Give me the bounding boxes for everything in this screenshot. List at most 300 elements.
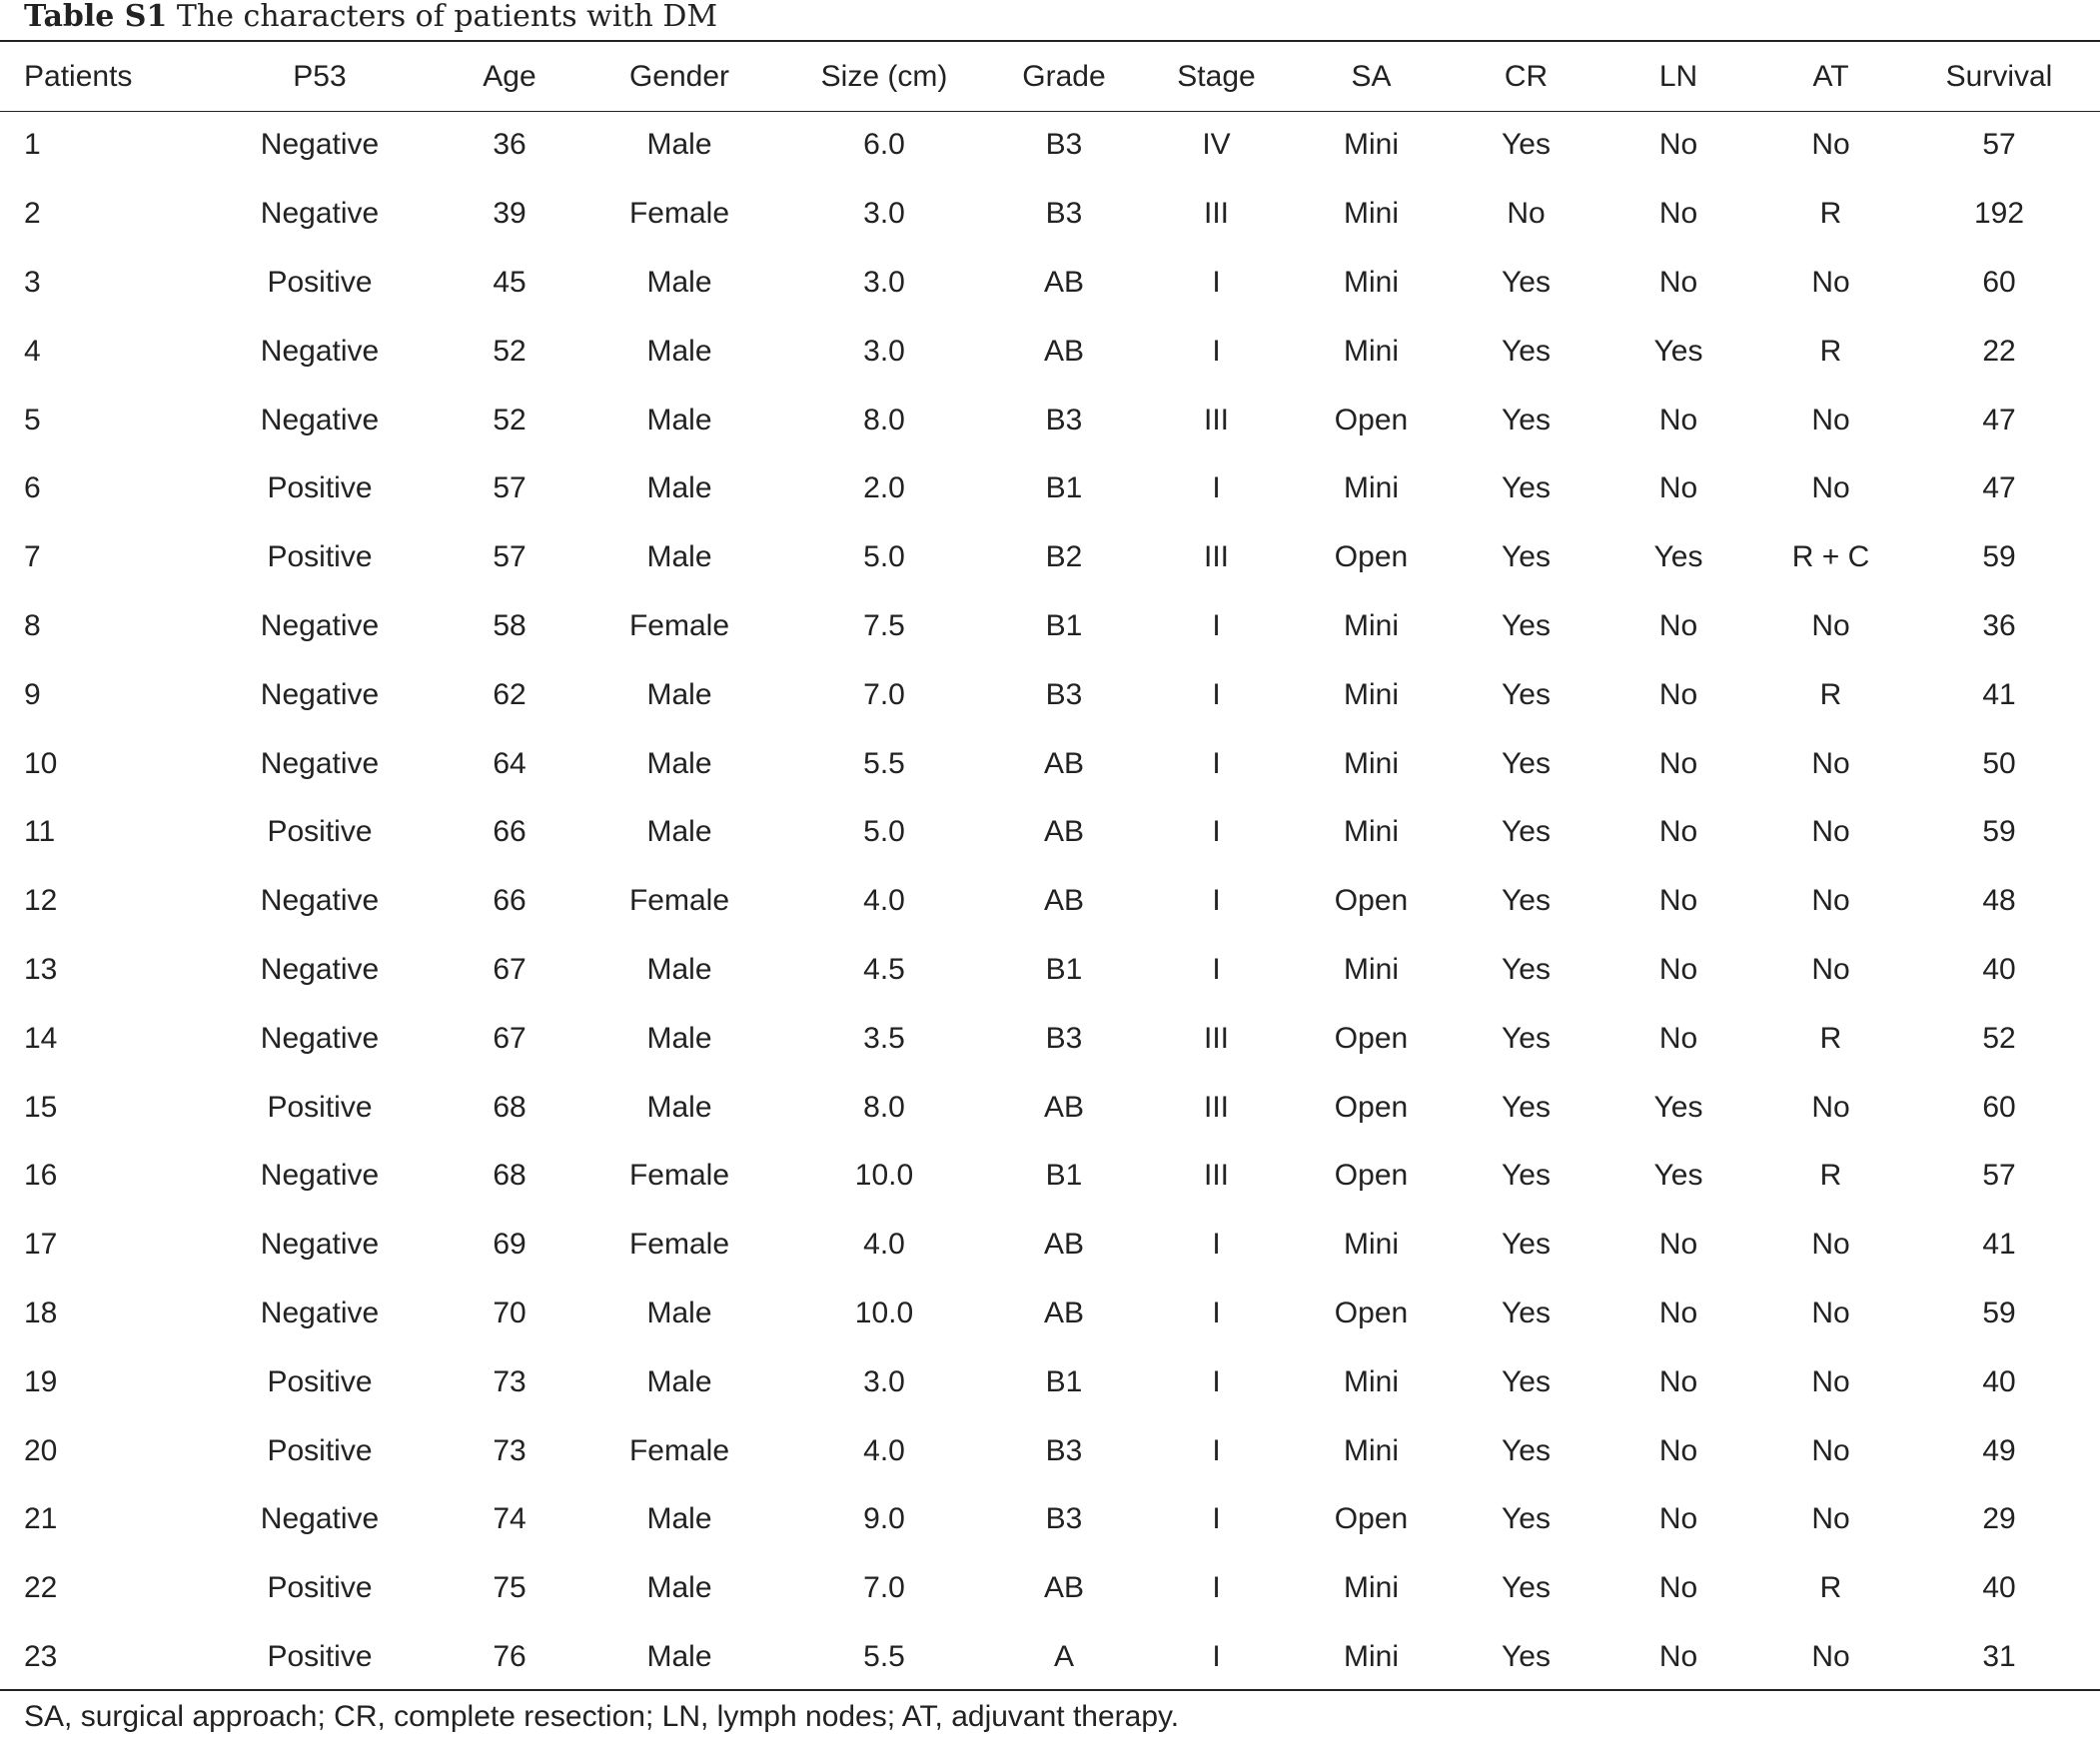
table-cell: Positive xyxy=(267,471,373,505)
table-row xyxy=(0,1554,2100,1623)
table-cell: Yes xyxy=(1502,677,1551,711)
table-cell: Female xyxy=(628,884,730,918)
table-row xyxy=(0,249,2100,318)
table-cell: AB xyxy=(1043,334,1085,368)
table-cell: 36 xyxy=(1982,608,2016,642)
table-cell: Yes xyxy=(1502,265,1551,299)
table-cell: No xyxy=(1658,1021,1698,1055)
table-cell: Yes xyxy=(1653,1159,1703,1193)
table-cell: Positive xyxy=(267,815,373,849)
table-cell: Mini xyxy=(1343,746,1399,780)
table-cell: No xyxy=(1658,608,1698,642)
table-cell: Yes xyxy=(1502,1433,1551,1467)
table-cell: Mini xyxy=(1343,952,1399,986)
table-cell: R xyxy=(1819,1021,1842,1055)
table-cell: B3 xyxy=(1045,677,1083,711)
table-cell: No xyxy=(1811,265,1850,299)
table-row xyxy=(0,386,2100,454)
column-header: Patients xyxy=(24,59,133,93)
table-cell: B1 xyxy=(1045,471,1083,505)
table-cell: 36 xyxy=(493,128,526,162)
table-cell: Yes xyxy=(1502,1364,1551,1398)
table-row xyxy=(0,111,2100,180)
table-cell: 57 xyxy=(1982,1159,2016,1193)
column-header: SA xyxy=(1351,59,1392,93)
table-cell: III xyxy=(1203,1021,1229,1055)
table-cell: Negative xyxy=(260,403,380,436)
table-cell: Male xyxy=(646,265,712,299)
table-cell: B1 xyxy=(1045,952,1083,986)
table-cell: Open xyxy=(1334,1502,1409,1536)
table-cell: Male xyxy=(646,1639,712,1673)
table-cell: 41 xyxy=(1982,1228,2016,1262)
column-header: P53 xyxy=(293,59,347,93)
table-cell: Yes xyxy=(1502,815,1551,849)
table-cell: Male xyxy=(646,746,712,780)
table-cell: No xyxy=(1507,197,1546,231)
table-cell: 12 xyxy=(24,884,58,918)
table-cell: Mini xyxy=(1343,1228,1399,1262)
table-cell: Yes xyxy=(1653,1090,1703,1124)
table-cell: Open xyxy=(1334,884,1409,918)
table-row xyxy=(0,592,2100,661)
table-cell: Positive xyxy=(267,540,373,574)
table-row xyxy=(0,936,2100,1005)
table-cell: Male xyxy=(646,540,712,574)
table-cell: Mini xyxy=(1343,815,1399,849)
table-cell: B3 xyxy=(1045,1502,1083,1536)
table-cell: 3.0 xyxy=(863,334,905,368)
table-cell: Open xyxy=(1334,540,1409,574)
table-cell: 29 xyxy=(1982,1502,2016,1536)
table-cell: I xyxy=(1212,1502,1221,1536)
table-cell: 48 xyxy=(1982,884,2016,918)
table-cell: Yes xyxy=(1502,608,1551,642)
table-cell: I xyxy=(1212,334,1221,368)
table-cell: 3 xyxy=(24,265,41,299)
table-cell: I xyxy=(1212,1364,1221,1398)
table-cell: No xyxy=(1811,471,1850,505)
table-cell: Open xyxy=(1334,1159,1409,1193)
table-cell: 31 xyxy=(1982,1639,2016,1673)
table-cell: Male xyxy=(646,677,712,711)
table-cell: 2.0 xyxy=(863,471,905,505)
table-cell: No xyxy=(1658,265,1698,299)
column-header: LN xyxy=(1658,59,1698,93)
table-cell: 18 xyxy=(24,1296,58,1329)
table-cell: Open xyxy=(1334,403,1409,436)
table-cell: I xyxy=(1212,1571,1221,1605)
table-cell: 7.5 xyxy=(863,608,905,642)
table-cell: 22 xyxy=(24,1571,58,1605)
table-cell: 5.0 xyxy=(863,815,905,849)
table-cell: 59 xyxy=(1982,540,2016,574)
table-cell: 40 xyxy=(1982,1571,2016,1605)
table-cell: No xyxy=(1811,1433,1850,1467)
table-cell: Negative xyxy=(260,197,380,231)
table-cell: Female xyxy=(628,1433,730,1467)
table-cell: 58 xyxy=(493,608,526,642)
table-cell: B3 xyxy=(1045,1021,1083,1055)
table-cell: 5.5 xyxy=(863,746,905,780)
table-cell: No xyxy=(1811,952,1850,986)
table-cell: No xyxy=(1811,1502,1850,1536)
table-cell: 76 xyxy=(493,1639,526,1673)
table-cell: 4 xyxy=(24,334,41,368)
table-cell: Male xyxy=(646,1364,712,1398)
table-cell: III xyxy=(1203,1090,1229,1124)
table-row xyxy=(0,1211,2100,1280)
table-cell: 8.0 xyxy=(863,1090,905,1124)
table-cell: Male xyxy=(646,1021,712,1055)
table-cell: B3 xyxy=(1045,1433,1083,1467)
table-cell: R xyxy=(1819,1159,1842,1193)
table-cell: No xyxy=(1811,608,1850,642)
table-caption-label: Table S1 xyxy=(24,0,168,34)
table-cell: Negative xyxy=(260,1021,380,1055)
table-row xyxy=(0,180,2100,249)
table-cell: No xyxy=(1811,1090,1850,1124)
table-cell: 4.0 xyxy=(863,1228,905,1262)
table-cell: Male xyxy=(646,952,712,986)
table-cell: 69 xyxy=(493,1228,526,1262)
table-cell: 73 xyxy=(493,1433,526,1467)
table-cell: 52 xyxy=(493,334,526,368)
table-cell: R xyxy=(1819,197,1842,231)
table-cell: Mini xyxy=(1343,197,1399,231)
table-cell: III xyxy=(1203,403,1229,436)
table-cell: Male xyxy=(646,1571,712,1605)
table-cell: B3 xyxy=(1045,128,1083,162)
table-cell: III xyxy=(1203,197,1229,231)
table-cell: I xyxy=(1212,1228,1221,1262)
table-cell: 45 xyxy=(493,265,526,299)
table-cell: 17 xyxy=(24,1228,58,1262)
table-cell: 19 xyxy=(24,1364,58,1398)
table-row xyxy=(0,1485,2100,1554)
table-cell: 57 xyxy=(493,540,526,574)
table-cell: Positive xyxy=(267,1639,373,1673)
table-cell: 3.0 xyxy=(863,197,905,231)
table-cell: Yes xyxy=(1502,952,1551,986)
table-cell: Negative xyxy=(260,1502,380,1536)
table-cell: Male xyxy=(646,403,712,436)
table-cell: B1 xyxy=(1045,1159,1083,1193)
table-cell: 59 xyxy=(1982,815,2016,849)
column-header: AT xyxy=(1812,59,1849,93)
table-cell: Yes xyxy=(1653,540,1703,574)
table-cell: Yes xyxy=(1502,128,1551,162)
table-cell: Yes xyxy=(1502,1021,1551,1055)
table-cell: AB xyxy=(1043,815,1085,849)
table-cell: 192 xyxy=(1973,197,2025,231)
table-cell: No xyxy=(1811,1639,1850,1673)
table-cell: 41 xyxy=(1982,677,2016,711)
table-cell: No xyxy=(1811,815,1850,849)
table-cell: 57 xyxy=(1982,128,2016,162)
table-cell: 4.0 xyxy=(863,884,905,918)
table-cell: I xyxy=(1212,265,1221,299)
table-cell: No xyxy=(1658,1364,1698,1398)
table-cell: 3.0 xyxy=(863,1364,905,1398)
table-cell: Mini xyxy=(1343,265,1399,299)
table-cell: Mini xyxy=(1343,677,1399,711)
patient-characteristics-table xyxy=(0,42,2100,1691)
table-cell: 5.5 xyxy=(863,1639,905,1673)
table-cell: Positive xyxy=(267,1090,373,1124)
table-body xyxy=(0,111,2100,1691)
table-cell: 8.0 xyxy=(863,403,905,436)
table-cell: 60 xyxy=(1982,1090,2016,1124)
column-header: Grade xyxy=(1022,59,1106,93)
table-cell: Negative xyxy=(260,952,380,986)
table-cell: No xyxy=(1658,815,1698,849)
table-cell: Positive xyxy=(267,265,373,299)
table-cell: No xyxy=(1658,197,1698,231)
table-cell: 64 xyxy=(493,746,526,780)
table-cell: Yes xyxy=(1502,1296,1551,1329)
table-cell: Yes xyxy=(1502,746,1551,780)
table-cell: Mini xyxy=(1343,128,1399,162)
column-header: CR xyxy=(1504,59,1549,93)
table-cell: 10.0 xyxy=(854,1159,914,1193)
table-cell: I xyxy=(1212,884,1221,918)
table-row xyxy=(0,660,2100,729)
table-cell: 47 xyxy=(1982,471,2016,505)
table-cell: No xyxy=(1658,677,1698,711)
table-cell: No xyxy=(1658,1228,1698,1262)
table-cell: Yes xyxy=(1502,1639,1551,1673)
column-header: Age xyxy=(483,59,536,93)
table-cell: Yes xyxy=(1502,1228,1551,1262)
table-cell: No xyxy=(1658,1433,1698,1467)
table-cell: Negative xyxy=(260,128,380,162)
table-cell: No xyxy=(1811,884,1850,918)
table-cell: I xyxy=(1212,815,1221,849)
table-cell: 23 xyxy=(24,1639,58,1673)
table-cell: 2 xyxy=(24,197,41,231)
table-cell: 5 xyxy=(24,403,41,436)
table-cell: B3 xyxy=(1045,197,1083,231)
table-cell: AB xyxy=(1043,1228,1085,1262)
table-cell: 39 xyxy=(493,197,526,231)
table-cell: Negative xyxy=(260,677,380,711)
table-cell: No xyxy=(1658,746,1698,780)
table-cell: 52 xyxy=(1982,1021,2016,1055)
table-caption xyxy=(24,0,717,34)
column-header: Gender xyxy=(628,59,730,93)
table-cell: Male xyxy=(646,334,712,368)
table-cell: I xyxy=(1212,608,1221,642)
table-cell: B2 xyxy=(1045,540,1083,574)
table-cell: Mini xyxy=(1343,608,1399,642)
table-cell: Female xyxy=(628,1159,730,1193)
table-cell: 68 xyxy=(493,1090,526,1124)
table-cell: I xyxy=(1212,471,1221,505)
table-row xyxy=(0,1623,2100,1692)
table-cell: Mini xyxy=(1343,471,1399,505)
table-cell: Positive xyxy=(267,1433,373,1467)
table-cell: Female xyxy=(628,197,730,231)
table-cell: No xyxy=(1658,884,1698,918)
table-cell: Yes xyxy=(1502,334,1551,368)
table-cell: 13 xyxy=(24,952,58,986)
table-cell: AB xyxy=(1043,1296,1085,1329)
table-cell: 8 xyxy=(24,608,41,642)
table-cell: IV xyxy=(1202,128,1231,162)
table-cell: No xyxy=(1658,1639,1698,1673)
table-cell: Negative xyxy=(260,1296,380,1329)
column-header: Stage xyxy=(1177,59,1256,93)
table-cell: Mini xyxy=(1343,1571,1399,1605)
table-cell: I xyxy=(1212,1433,1221,1467)
table-cell: B1 xyxy=(1045,608,1083,642)
table-cell: III xyxy=(1203,1159,1229,1193)
table-cell: 52 xyxy=(493,403,526,436)
table-cell: 49 xyxy=(1982,1433,2016,1467)
table-cell: AB xyxy=(1043,1571,1085,1605)
table-cell: B3 xyxy=(1045,403,1083,436)
table-cell: No xyxy=(1658,128,1698,162)
table-cell: 10 xyxy=(24,746,58,780)
table-row xyxy=(0,523,2100,592)
table-cell: No xyxy=(1811,403,1850,436)
table-cell: 3.5 xyxy=(863,1021,905,1055)
table-cell: 4.0 xyxy=(863,1433,905,1467)
table-cell: Male xyxy=(646,1296,712,1329)
table-cell: 60 xyxy=(1982,265,2016,299)
table-cell: R xyxy=(1819,334,1842,368)
table-cell: Yes xyxy=(1502,1571,1551,1605)
table-cell: Open xyxy=(1334,1090,1409,1124)
table-cell: Yes xyxy=(1502,1502,1551,1536)
table-cell: No xyxy=(1658,1571,1698,1605)
table-cell: Positive xyxy=(267,1571,373,1605)
table-cell: 10.0 xyxy=(854,1296,914,1329)
table-cell: 7.0 xyxy=(863,1571,905,1605)
table-row xyxy=(0,798,2100,867)
table-cell: 22 xyxy=(1982,334,2016,368)
table-cell: Male xyxy=(646,815,712,849)
table-cell: 7.0 xyxy=(863,677,905,711)
table-cell: Mini xyxy=(1343,334,1399,368)
table-cell: No xyxy=(1811,746,1850,780)
column-header: Size (cm) xyxy=(820,59,948,93)
table-cell: A xyxy=(1053,1639,1074,1673)
table-cell: 1 xyxy=(24,128,41,162)
table-cell: 40 xyxy=(1982,1364,2016,1398)
table-cell: Negative xyxy=(260,1159,380,1193)
table-cell: Open xyxy=(1334,1021,1409,1055)
table-cell: III xyxy=(1203,540,1229,574)
table-row xyxy=(0,729,2100,798)
table-caption-title: The characters of patients with DM xyxy=(176,0,718,34)
table-cell: 3.0 xyxy=(863,265,905,299)
table-cell: Female xyxy=(628,608,730,642)
table-cell: Yes xyxy=(1653,334,1703,368)
table-cell: Negative xyxy=(260,884,380,918)
table-cell: Mini xyxy=(1343,1364,1399,1398)
table-cell: I xyxy=(1212,746,1221,780)
table-cell: 5.0 xyxy=(863,540,905,574)
table-row xyxy=(0,1416,2100,1485)
table-cell: R + C xyxy=(1791,540,1870,574)
table-cell: 66 xyxy=(493,815,526,849)
table-cell: 40 xyxy=(1982,952,2016,986)
table-cell: AB xyxy=(1043,1090,1085,1124)
table-cell: Female xyxy=(628,1228,730,1262)
table-cell: 68 xyxy=(493,1159,526,1193)
table-cell: No xyxy=(1658,403,1698,436)
table-cell: R xyxy=(1819,677,1842,711)
table-header xyxy=(0,42,2100,111)
table-header-row xyxy=(0,42,2100,111)
table-cell: 14 xyxy=(24,1021,58,1055)
table-cell: Male xyxy=(646,471,712,505)
table-cell: Mini xyxy=(1343,1433,1399,1467)
table-cell: Yes xyxy=(1502,884,1551,918)
table-cell: AB xyxy=(1043,265,1085,299)
table-cell: 67 xyxy=(493,1021,526,1055)
table-cell: Yes xyxy=(1502,471,1551,505)
table-row xyxy=(0,1347,2100,1416)
table-cell: 4.5 xyxy=(863,952,905,986)
table-cell: 9.0 xyxy=(863,1502,905,1536)
table-row xyxy=(0,867,2100,936)
table-cell: 67 xyxy=(493,952,526,986)
table-cell: 57 xyxy=(493,471,526,505)
table-cell: 7 xyxy=(24,540,41,574)
table-cell: No xyxy=(1658,952,1698,986)
table-cell: Male xyxy=(646,128,712,162)
table-cell: No xyxy=(1811,1364,1850,1398)
table-cell: 15 xyxy=(24,1090,58,1124)
table-cell: 20 xyxy=(24,1433,58,1467)
table-cell: Male xyxy=(646,1090,712,1124)
table-cell: R xyxy=(1819,1571,1842,1605)
table-cell: No xyxy=(1811,1296,1850,1329)
table-row xyxy=(0,1280,2100,1348)
table-cell: B1 xyxy=(1045,1364,1083,1398)
table-cell: Positive xyxy=(267,1364,373,1398)
table-cell: Open xyxy=(1334,1296,1409,1329)
table-cell: I xyxy=(1212,1639,1221,1673)
table-cell: No xyxy=(1811,128,1850,162)
table-cell: Yes xyxy=(1502,540,1551,574)
table-cell: 59 xyxy=(1982,1296,2016,1329)
table-cell: Negative xyxy=(260,746,380,780)
table-cell: Negative xyxy=(260,1228,380,1262)
table-cell: 6 xyxy=(24,471,41,505)
table-cell: No xyxy=(1658,1502,1698,1536)
table-cell: No xyxy=(1658,471,1698,505)
table-cell: No xyxy=(1811,1228,1850,1262)
table-row xyxy=(0,1004,2100,1073)
table-row xyxy=(0,454,2100,523)
table-cell: Yes xyxy=(1502,1090,1551,1124)
table-cell: 75 xyxy=(493,1571,526,1605)
table-cell: I xyxy=(1212,677,1221,711)
table-cell: 11 xyxy=(24,815,56,849)
table-cell: 9 xyxy=(24,677,41,711)
table-row xyxy=(0,1073,2100,1142)
table-cell: AB xyxy=(1043,746,1085,780)
table-cell: I xyxy=(1212,1296,1221,1329)
table-footnote: SA, surgical approach; CR, complete resection; LN, lymph nodes; AT, adjuvant therapy. xyxy=(24,1700,1180,1733)
table-cell: No xyxy=(1658,1296,1698,1329)
table-cell: 62 xyxy=(493,677,526,711)
table-cell: 16 xyxy=(24,1159,58,1193)
